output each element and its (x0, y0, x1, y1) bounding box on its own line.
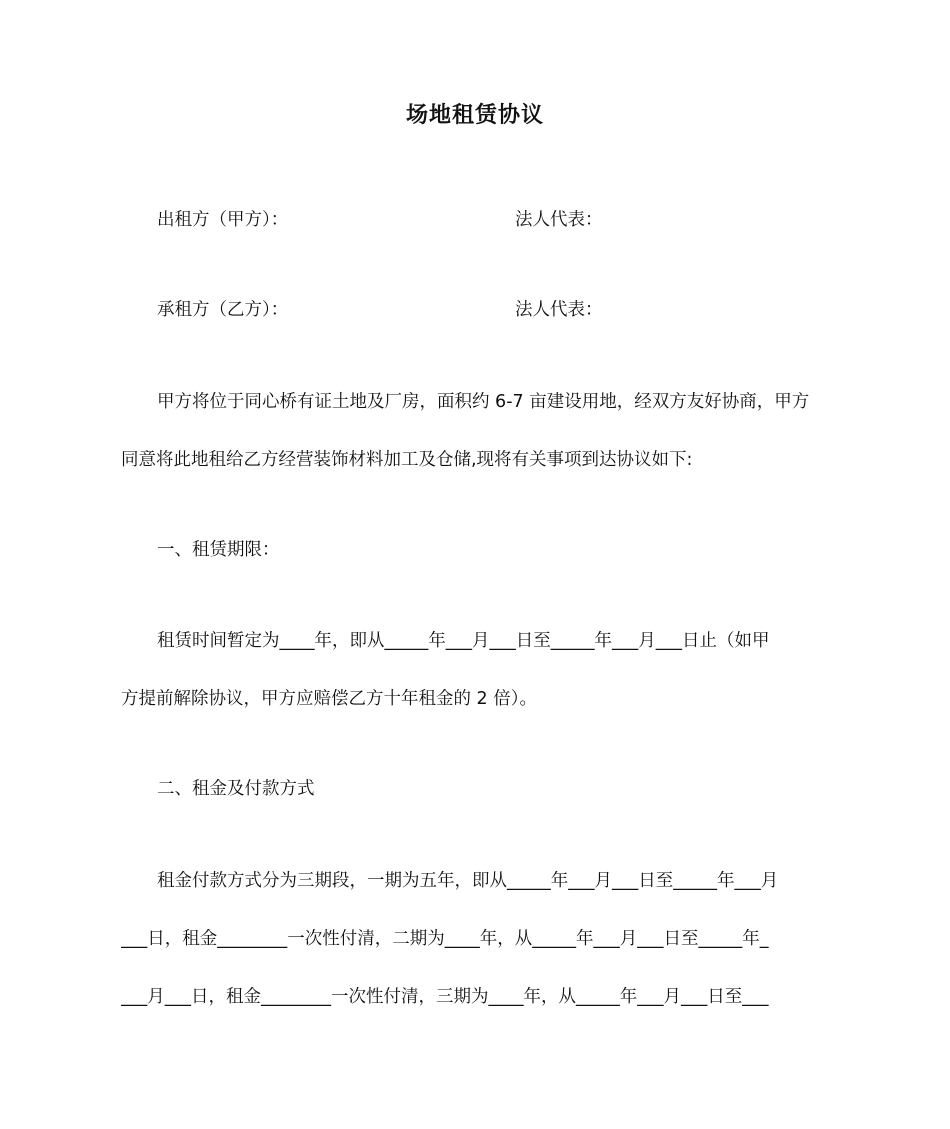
section-2-line-2: ___日，租金________一次性付清，二期为____年，从_____年___月___日至_____年_ (121, 929, 769, 949)
section-2-heading: 二、租金及付款方式 (157, 779, 315, 799)
lessor-rep-label: 法人代表： (515, 210, 603, 230)
section-1-line-1: 租赁时间暂定为____年，即从_____年___月___日至_____年___月___日止（如甲 (157, 631, 770, 651)
section-2-line-3: ___月___日，租金________一次性付清，三期为____年，从_____年___月___日至___ (121, 987, 769, 1007)
lessee-label: 承租方（乙方）： (157, 300, 289, 320)
intro-paragraph-line-1: 甲方将位于同心桥有证土地及厂房，面积约 6-7 亩建设用地，经双方友好协商，甲方 (157, 392, 810, 412)
section-2-line-1: 租金付款方式分为三期段，一期为五年，即从_____年___月___日至_____年___月 (157, 871, 779, 891)
section-1-heading: 一、租赁期限： (157, 540, 280, 560)
section-1-line-2: 方提前解除协议，甲方应赔偿乙方十年租金的 2 倍）。 (121, 689, 538, 709)
intro-paragraph-line-2: 同意将此地租给乙方经营装饰材料加工及仓储,现将有关事项到达协议如下: (121, 450, 693, 470)
lessee-rep-label: 法人代表： (515, 300, 603, 320)
lessor-label: 出租方（甲方）： (157, 210, 289, 230)
document-title: 场地租赁协议 (405, 103, 544, 128)
